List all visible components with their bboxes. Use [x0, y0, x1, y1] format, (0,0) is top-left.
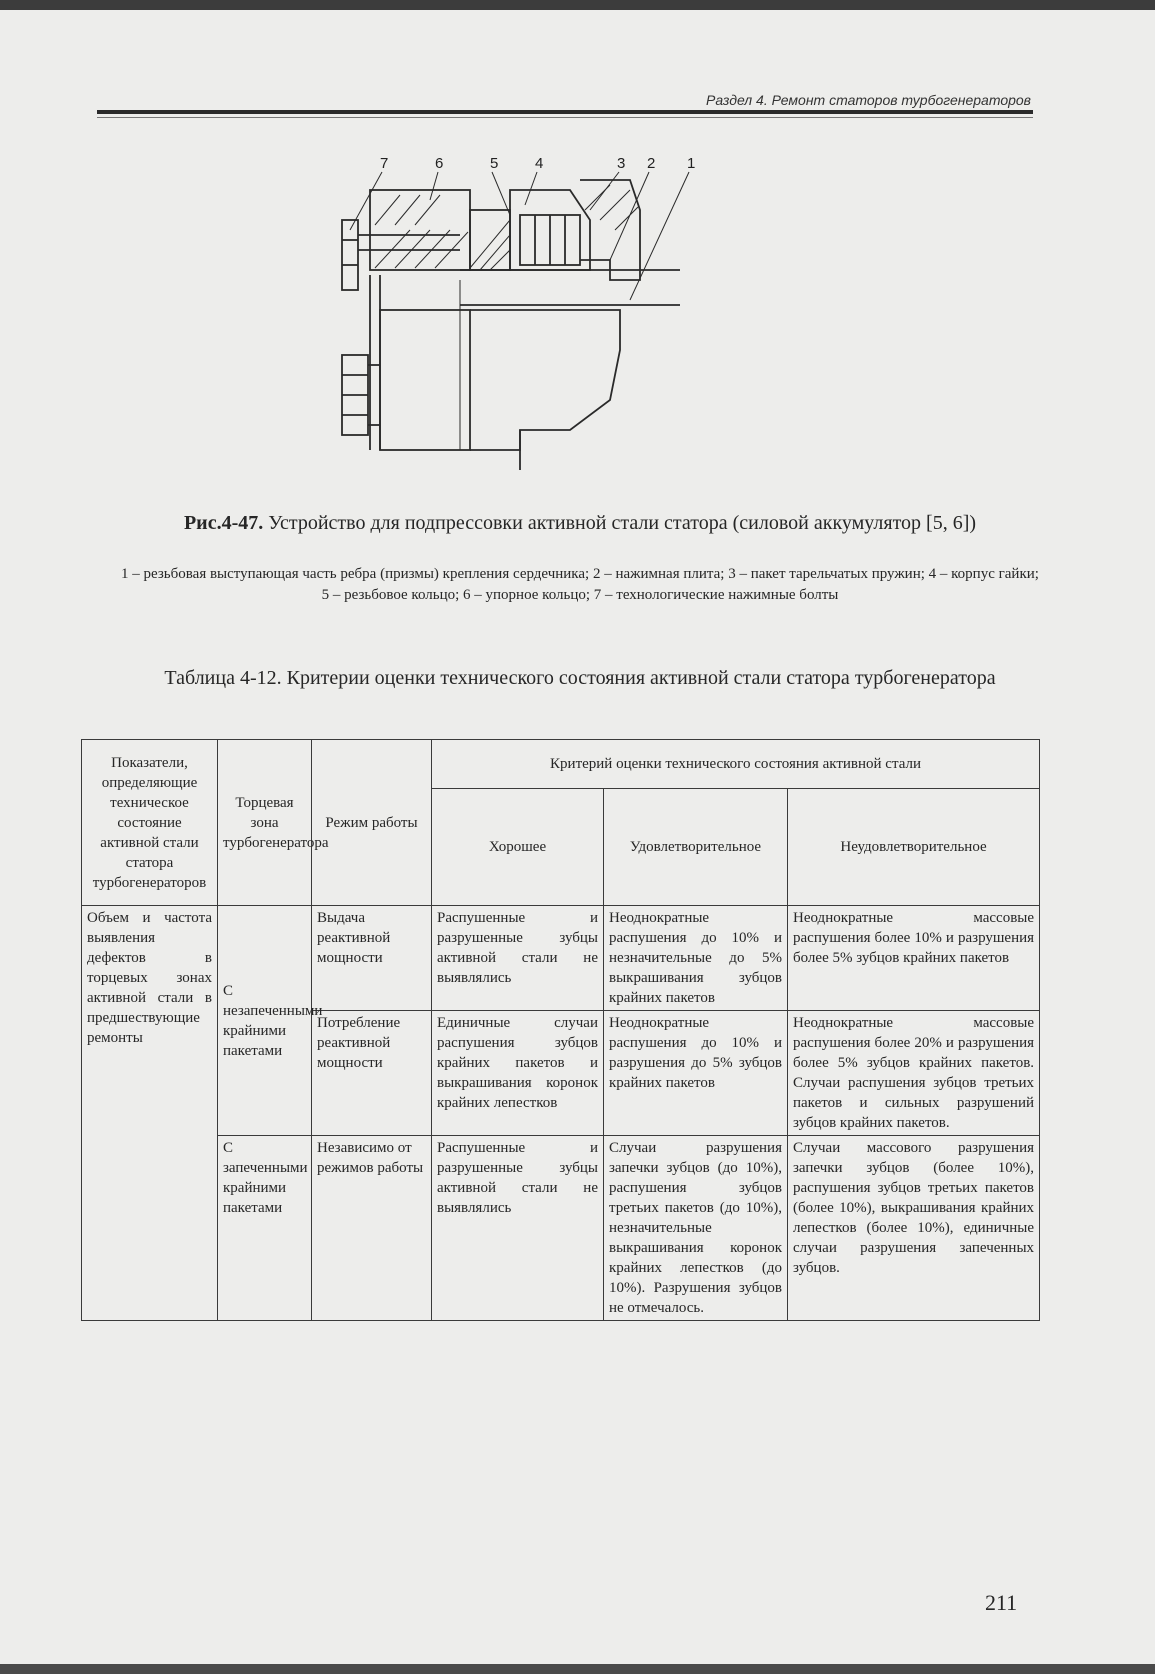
figure-caption-label: Рис.4-47.	[183, 512, 264, 534]
mode-cell: Потребление реактивной мощности	[312, 1011, 432, 1136]
figure-legend: 1 – резьбовая выступающая часть ребра (призмы) крепления сердечника; 2 – нажимная плита; 3 – пакет тарельчатых пружин; 4 – корпус гайки; 5 – резьбовое кольцо; 6 – упорное кольцо; 7 – технологические нажимные болты	[121, 566, 1039, 603]
unsatisfactory-cell: Неоднократные массовые распушения более 20% и разрушения более 5% зубцов крайних пакетов. Случаи распушения зубцов третьих пакетов и сильных разрушений зубцов крайних пакетов.	[788, 1011, 1040, 1136]
callout-7: 7	[380, 155, 389, 172]
indicator-cell: Объем и частота выявления дефектов в торцевых зонах активной стали в предшествующие ремонты	[82, 906, 218, 1321]
header-rule-thin	[97, 117, 1033, 118]
scan-bottom-edge	[0, 1664, 1155, 1674]
satisfactory-cell: Неоднократные распушения до 10% и незначительные до 5% выкрашивания зубцов крайних пакетов	[604, 906, 788, 1011]
callout-4: 4	[535, 155, 544, 172]
unsatisfactory-cell: Неоднократные массовые распушения более 10% и разрушения более 5% зубцов крайних пакетов	[788, 906, 1040, 1011]
callout-2: 2	[647, 155, 656, 172]
zone-cell: С незапеченными крайними пакетами	[218, 906, 312, 1136]
header-operating-mode: Режим работы	[312, 740, 432, 906]
header-indicators: Показатели, определяющие техническое состояние активной стали статора турбогенераторов	[82, 740, 218, 906]
good-cell: Единичные случаи распушения зубцов крайних пакетов и выкрашивания коронок крайних лепестков	[432, 1011, 604, 1136]
header-unsatisfactory: Неудовлетворительное	[788, 789, 1040, 906]
figure-caption-text: Устройство для подпрессовки активной стали статора (силовой аккумулятор [5, 6])	[263, 512, 977, 534]
table-row	[82, 906, 1040, 1011]
header-satisfactory: Удовлетворительное	[604, 789, 788, 906]
table-row	[82, 1136, 1040, 1321]
satisfactory-cell: Неоднократные распушения до 10% и разрушения до 5% зубцов крайних пакетов	[604, 1011, 788, 1136]
mode-cell: Независимо от режимов работы	[312, 1136, 432, 1321]
satisfactory-cell: Случаи разрушения запечки зубцов (до 10%), распушения зубцов третьих пакетов (до 10%), незначительные выкрашивания коронок крайних лепестков (до 10%). Разрушения зубцов не отмечалось.	[604, 1136, 788, 1321]
header-criteria: Критерий оценки технического состояния активной стали	[432, 740, 1040, 789]
unsatisfactory-cell: Случаи массового разрушения запечки зубцов (более 10%), распушения зубцов третьих пакетов (более 10%), выкрашивания крайних лепестков (более 10%), единичные случаи разрушения запеченных зубцов.	[788, 1136, 1040, 1321]
book-page	[0, 10, 1155, 1674]
callout-1: 1	[687, 155, 696, 172]
callout-6: 6	[435, 155, 444, 172]
callout-3: 3	[617, 155, 626, 172]
zone-cell: С запеченными крайними пакетами	[218, 1136, 312, 1321]
running-header: Раздел 4. Ремонт статоров турбогенераторов	[706, 92, 1031, 108]
table-title: Таблица 4-12. Критерии оценки технического состояния активной стали статора турбогенератора	[164, 667, 996, 689]
header-end-zone: Торцевая зона турбогенератора	[218, 740, 312, 906]
figure-caption	[120, 510, 1040, 536]
callout-5: 5	[490, 155, 499, 172]
scan-top-edge	[0, 0, 1155, 10]
stator-press-device-drawing	[340, 150, 740, 480]
good-cell: Распушенные и разрушенные зубцы активной стали не выявлялись	[432, 1136, 604, 1321]
header-good: Хорошее	[432, 789, 604, 906]
header-rule	[97, 110, 1033, 114]
criteria-table	[81, 739, 1040, 1321]
mode-cell: Выдача реактивной мощности	[312, 906, 432, 1011]
good-cell: Распушенные и разрушенные зубцы активной стали не выявлялись	[432, 906, 604, 1011]
page-number: 211	[985, 1590, 1018, 1615]
table-header-row	[82, 740, 1040, 789]
